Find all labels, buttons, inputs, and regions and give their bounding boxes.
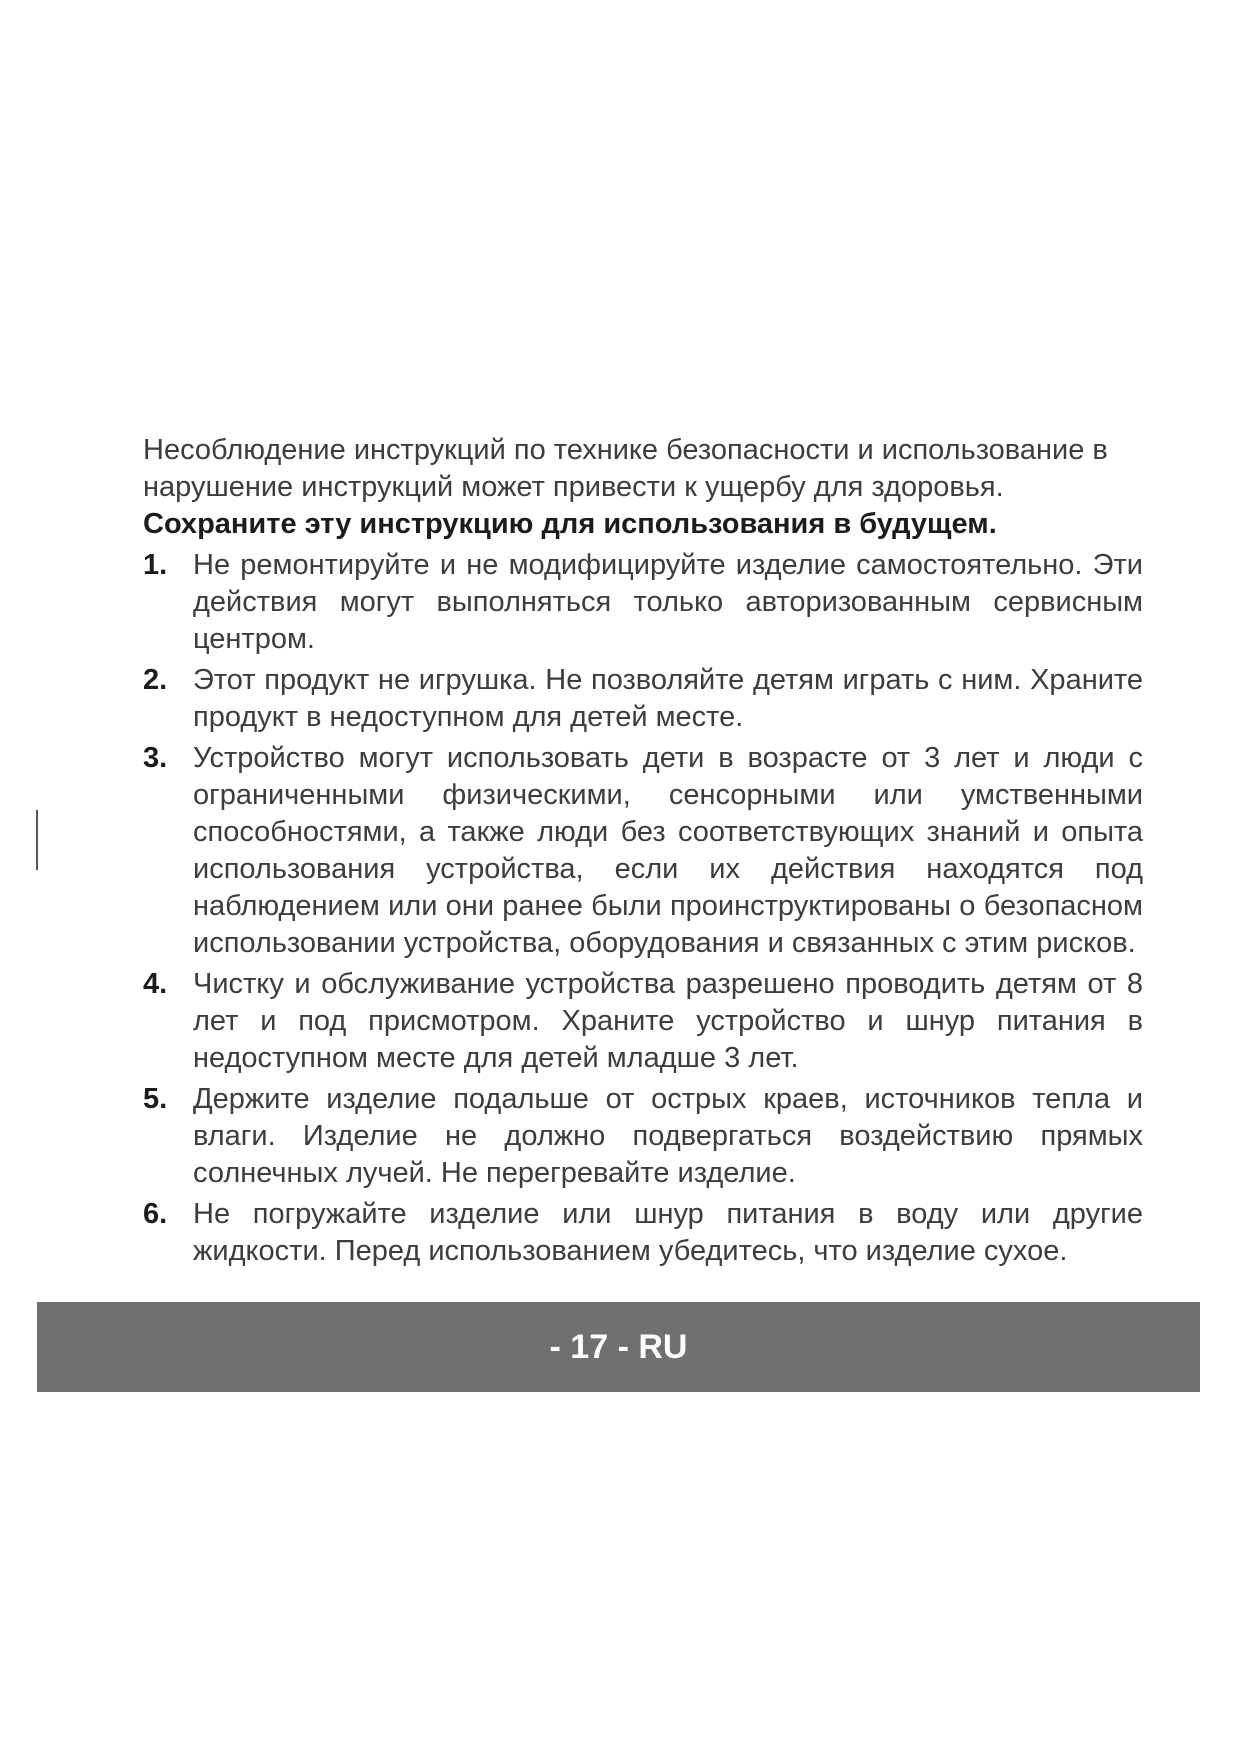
list-item <box>143 740 1143 962</box>
margin-edge-mark <box>36 810 38 870</box>
item-number: 5. <box>143 1083 168 1115</box>
item-text: Чистку и обслуживание устройства разрешено проводить детям от 8 лет и под присмотром. Храните устройство и шнур питания в недоступном месте для детей младше 3 лет. <box>193 968 1143 1074</box>
intro-paragraph: Несоблюдение инструкций по технике безопасности и использование в нарушение инструкций может привести к ущербу для здоровья. <box>143 434 1108 503</box>
item-number: 3. <box>143 742 168 774</box>
page-number-label: - 17 - RU <box>549 1327 688 1366</box>
list-item <box>143 1081 1143 1192</box>
item-text: Не погружайте изделие или шнур питания в воду или другие жидкости. Перед использованием убедитесь, что изделие сухое. <box>193 1198 1143 1267</box>
item-number: 4. <box>143 968 168 1000</box>
item-number: 1. <box>143 549 168 581</box>
item-text: Не ремонтируйте и не модифицируйте изделие самостоятельно. Эти действия могут выполняться только авторизованным сервисным центром. <box>193 549 1143 655</box>
item-number: 2. <box>143 664 168 696</box>
page-footer-bar <box>37 1302 1200 1392</box>
item-text: Держите изделие подальше от острых краев, источников тепла и влаги. Изделие не должно подвергаться воздействию прямых солнечных лучей. Не перегревайте изделие. <box>193 1083 1143 1189</box>
safety-list <box>143 547 1143 1270</box>
item-text: Этот продукт не игрушка. Не позволяйте детям играть с ним. Храните продукт в недоступном для детей месте. <box>193 664 1143 733</box>
list-item <box>143 966 1143 1077</box>
item-text: Устройство могут использовать дети в возрасте от 3 лет и люди с ограниченными физическими, сенсорными или умственными способностями, а также люди без соответствующих знаний и опыта использования устройства, если их действия находятся под наблюдением или они ранее были проинструктированы о безопасном использовании устройства, оборудования и связанных с этим рисков. <box>193 742 1143 959</box>
safety-content <box>143 432 1143 1274</box>
save-instructions-note: Сохраните эту инструкцию для использования в будущем. <box>143 508 997 540</box>
item-number: 6. <box>143 1198 168 1230</box>
list-item <box>143 662 1143 736</box>
list-item <box>143 1196 1143 1270</box>
list-item <box>143 547 1143 658</box>
